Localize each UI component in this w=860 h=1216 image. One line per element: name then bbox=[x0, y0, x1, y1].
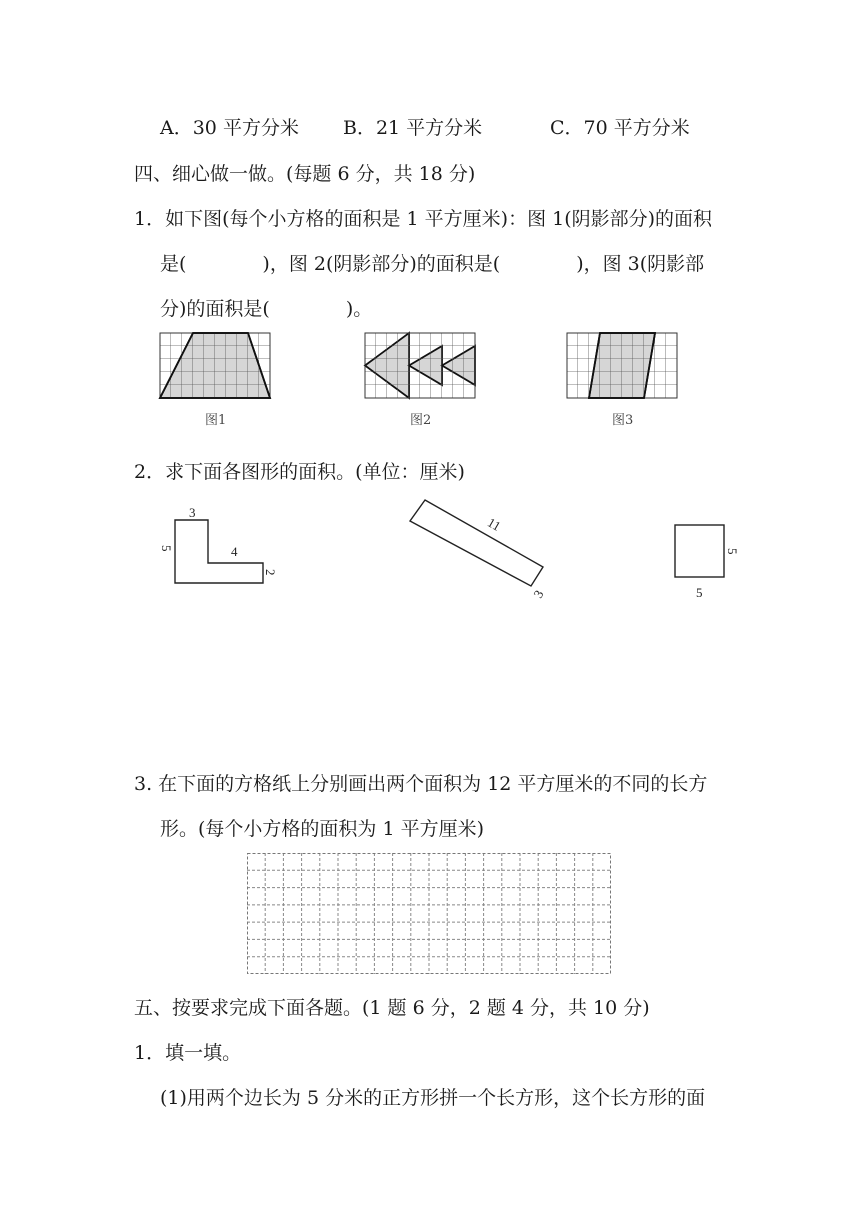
q2-text: 2．求下面各图形的面积。(单位：厘米) bbox=[134, 461, 465, 483]
section-5-title: 五、按要求完成下面各题。(1 题 6 分，2 题 4 分，共 10 分) bbox=[134, 997, 650, 1019]
section-4-title: 四、细心做一做。(每题 6 分，共 18 分) bbox=[134, 163, 476, 185]
option-a: A．30 平方分米 bbox=[160, 117, 299, 139]
square-label-bottom: 5 bbox=[696, 585, 703, 600]
option-b: B．21 平方分米 bbox=[343, 117, 483, 139]
q1-line-1: 1．如下图(每个小方格的面积是 1 平方厘米)：图 1(阴影部分)的面积 bbox=[134, 208, 713, 230]
s5-q1: 1．填一填。 bbox=[134, 1042, 242, 1064]
rect-label-short: 3 bbox=[530, 587, 547, 601]
q1-line-3: 分)的面积是( )。 bbox=[160, 298, 373, 320]
figure-2-grid bbox=[365, 333, 475, 398]
figure-3-caption: 图3 bbox=[612, 413, 634, 428]
q1-line-2: 是( )，图 2(阴影部分)的面积是( )，图 3(阴影部 bbox=[160, 253, 705, 275]
l-shape-label-inner: 4 bbox=[231, 544, 238, 559]
rotated-rectangle-figure bbox=[400, 490, 560, 605]
q3-line-2: 形。(每个小方格的面积为 1 平方厘米) bbox=[160, 818, 484, 840]
l-shape-label-top: 3 bbox=[189, 505, 196, 520]
l-shape-figure bbox=[160, 505, 290, 590]
figure-1-caption: 图1 bbox=[205, 413, 227, 428]
s5-q1-1: (1)用两个边长为 5 分米的正方形拼一个长方形，这个长方形的面 bbox=[160, 1087, 706, 1109]
figure-2-caption: 图2 bbox=[410, 413, 432, 428]
l-shape-label-left: 5 bbox=[159, 545, 174, 552]
square-figure bbox=[670, 520, 740, 600]
figure-1-grid bbox=[160, 333, 270, 398]
dashed-grid-paper[interactable] bbox=[247, 853, 611, 974]
option-c: C．70 平方分米 bbox=[550, 117, 690, 139]
l-shape-label-right: 2 bbox=[263, 569, 278, 576]
rect-label-long: 11 bbox=[485, 514, 504, 534]
figure-3-grid bbox=[567, 333, 677, 398]
q3-line-1: 3. 在下面的方格纸上分别画出两个面积为 12 平方厘米的不同的长方 bbox=[134, 773, 708, 795]
square-label-right: 5 bbox=[725, 548, 740, 555]
